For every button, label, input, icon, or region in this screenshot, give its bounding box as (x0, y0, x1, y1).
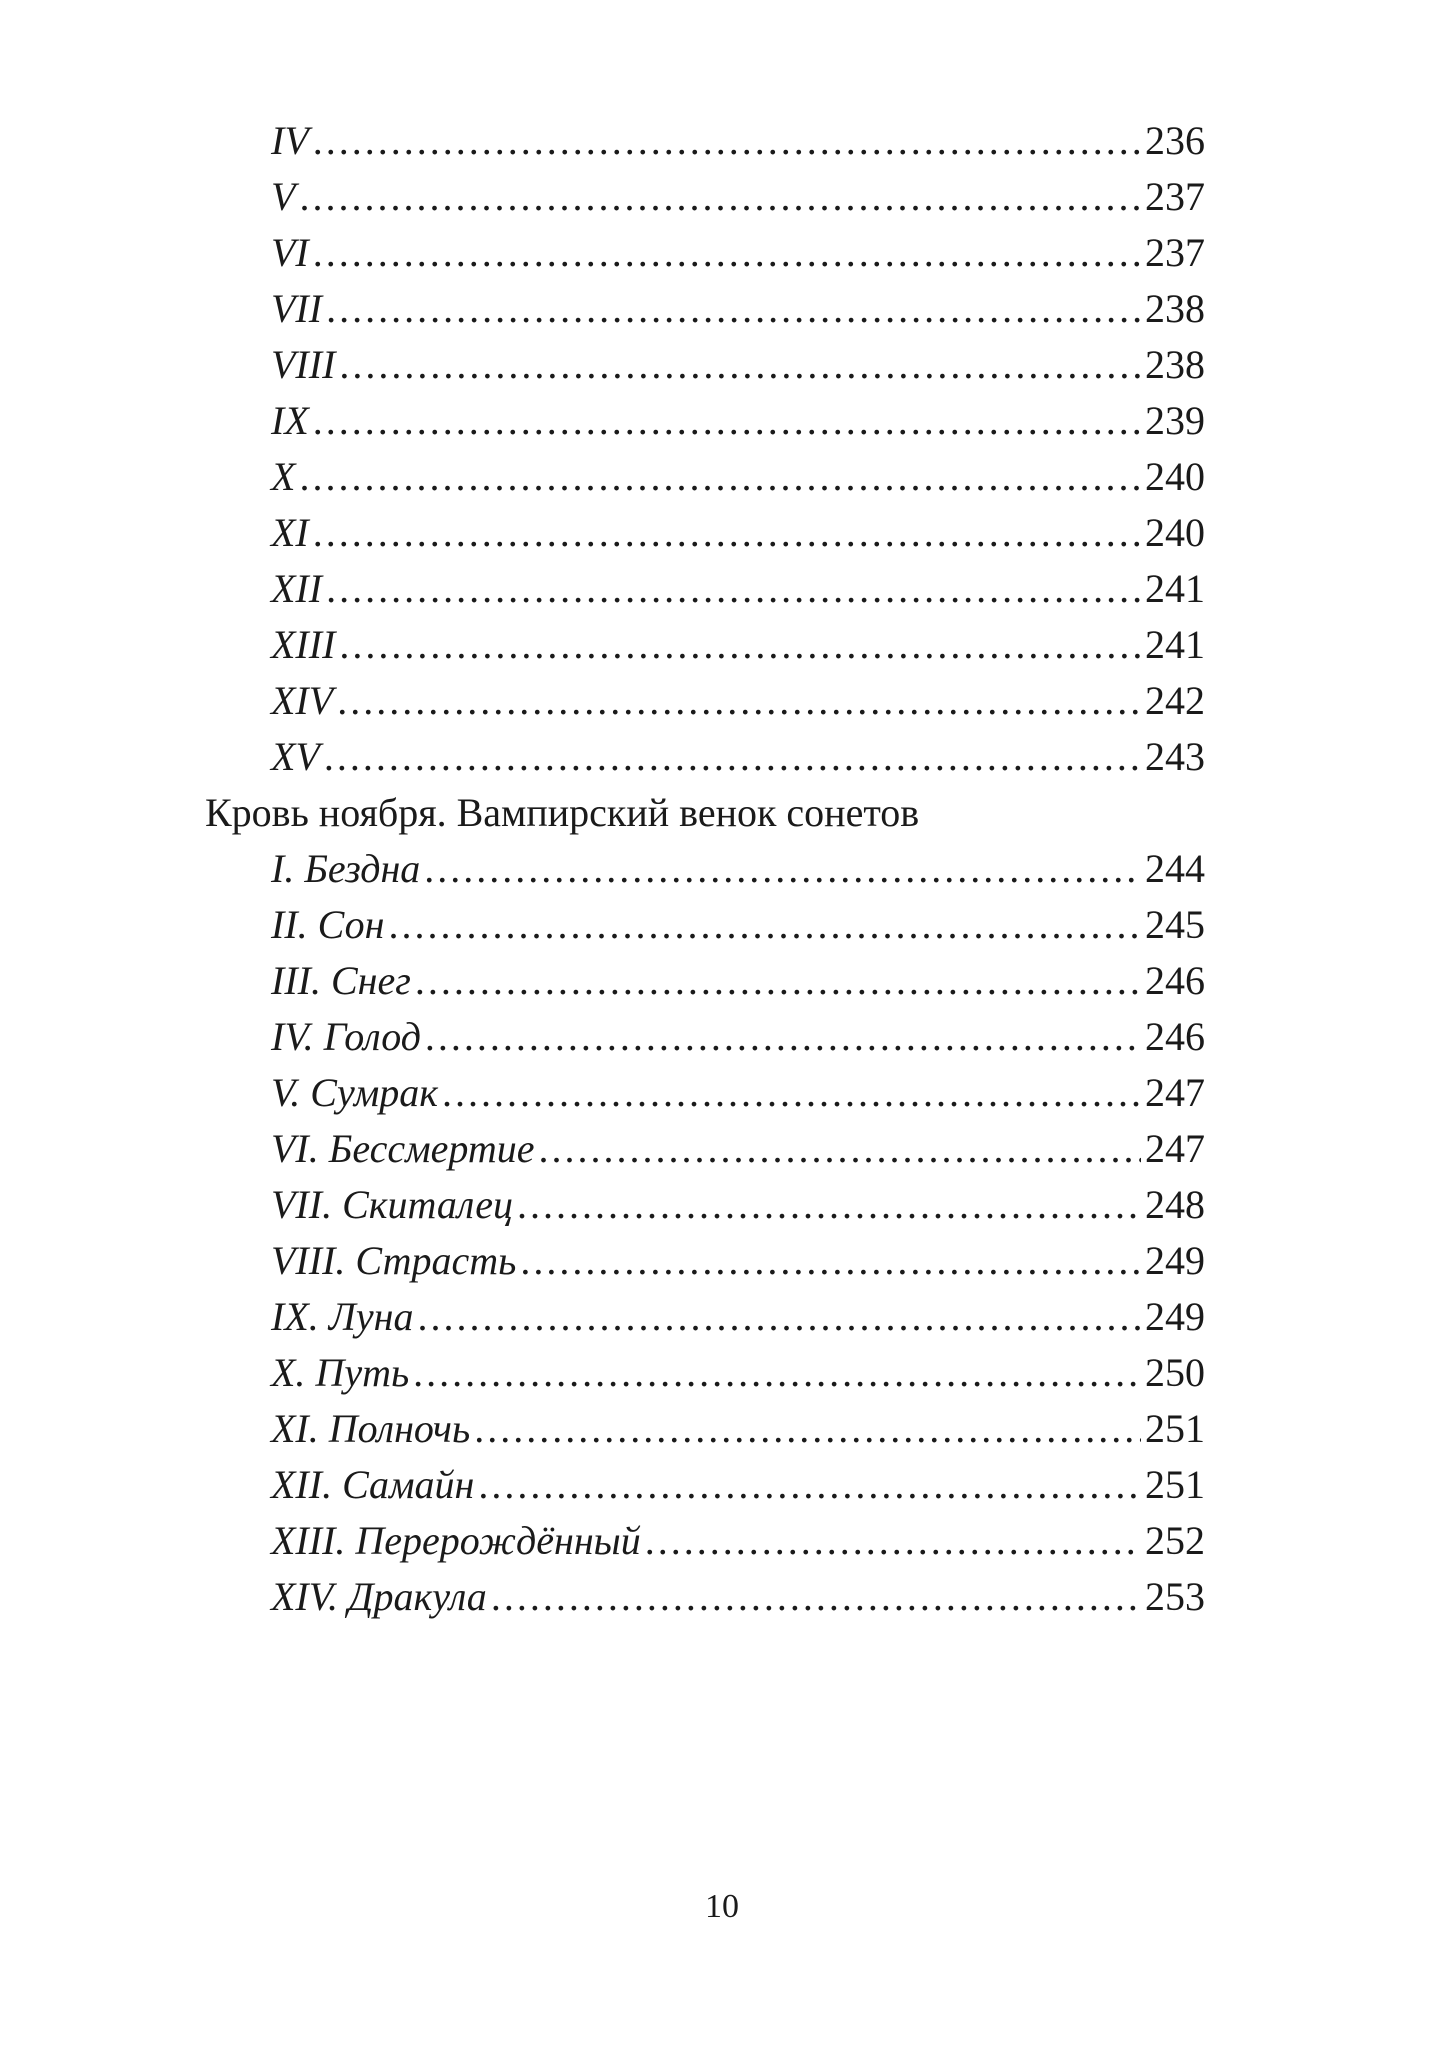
toc-entry (271, 1121, 1205, 1177)
toc-entry-page: 247 (1145, 1070, 1205, 1115)
toc-entry-title: VIII (271, 342, 336, 387)
toc-entry-page: 244 (1145, 846, 1205, 891)
toc-entry (271, 953, 1205, 1009)
toc-entry-title: III. Снег (271, 958, 411, 1003)
dot-leader (313, 505, 1141, 561)
toc-entry-page: 246 (1145, 1014, 1205, 1059)
dot-leader (442, 1065, 1141, 1121)
toc-entry-page: 247 (1145, 1126, 1205, 1171)
toc-entry-title: XIII (271, 622, 336, 667)
dot-leader (313, 113, 1141, 169)
dot-leader (313, 393, 1141, 449)
dot-leader (520, 1233, 1141, 1289)
toc-entry-title: IX (271, 398, 309, 443)
toc-entry-title: XI. Полночь (271, 1406, 471, 1451)
dot-leader (417, 1289, 1141, 1345)
dot-leader (299, 169, 1141, 225)
toc-section-title: Кровь ноября. Вампирский венок сонетов (205, 790, 920, 835)
toc-entry (271, 169, 1205, 225)
dot-leader (538, 1121, 1141, 1177)
toc-entry (271, 113, 1205, 169)
dot-leader (339, 617, 1141, 673)
toc-entry (271, 1345, 1205, 1401)
toc-entry-page: 246 (1145, 958, 1205, 1003)
toc-entry-title: X (271, 454, 296, 499)
toc-entry-page: 238 (1145, 342, 1205, 387)
toc-entry (271, 1401, 1205, 1457)
toc-entry-title: VI (271, 230, 309, 275)
toc-entry-page: 240 (1145, 510, 1205, 555)
toc-entry (271, 1289, 1205, 1345)
dot-leader (339, 337, 1141, 393)
toc-entry-title: II. Сон (271, 902, 385, 947)
toc-entry (271, 449, 1205, 505)
toc-entry-page: 237 (1145, 230, 1205, 275)
toc-entry (271, 393, 1205, 449)
toc-entry (271, 1457, 1205, 1513)
dot-leader (326, 281, 1141, 337)
toc-entry-page: 241 (1145, 622, 1205, 667)
dot-leader (474, 1401, 1141, 1457)
toc-entry (271, 1569, 1205, 1625)
toc-entry-title: VII. Скиталец (271, 1182, 514, 1227)
dot-leader (299, 449, 1141, 505)
toc-entry-title: XIV. Дракула (271, 1574, 487, 1619)
dot-leader (645, 1513, 1141, 1569)
toc-entry-title: XIII. Перерождённый (271, 1518, 641, 1563)
toc-entry-page: 241 (1145, 566, 1205, 611)
toc-entry-page: 236 (1145, 118, 1205, 163)
toc-entry-title: VII (271, 286, 323, 331)
toc-entry-page: 252 (1145, 1518, 1205, 1563)
toc-entry-page: 242 (1145, 678, 1205, 723)
toc-entry (271, 729, 1205, 785)
dot-leader (337, 673, 1141, 729)
toc-entry-page: 250 (1145, 1350, 1205, 1395)
toc-entry-title: XII. Самайн (271, 1462, 475, 1507)
toc-entry-page: 239 (1145, 398, 1205, 443)
dot-leader (424, 841, 1141, 897)
dot-leader (326, 561, 1141, 617)
page-number: 10 (705, 1888, 739, 1925)
dot-leader (415, 953, 1141, 1009)
toc-entry-page: 243 (1145, 734, 1205, 779)
toc-entry (271, 1177, 1205, 1233)
toc-entry-page: 237 (1145, 174, 1205, 219)
toc-entry-title: XIV (271, 678, 334, 723)
dot-leader (425, 1009, 1141, 1065)
toc-entry-page: 251 (1145, 1462, 1205, 1507)
toc-entry (271, 1513, 1205, 1569)
toc-entry (271, 225, 1205, 281)
toc-entry-title: V (271, 174, 296, 219)
dot-leader (324, 729, 1141, 785)
toc-entry (271, 673, 1205, 729)
toc-entry-page: 251 (1145, 1406, 1205, 1451)
toc-entry-page: 248 (1145, 1182, 1205, 1227)
toc-entry (271, 1009, 1205, 1065)
toc-entry-title: X. Путь (271, 1350, 410, 1395)
table-of-contents (205, 113, 1205, 1625)
dot-leader (491, 1569, 1141, 1625)
dot-leader (313, 225, 1141, 281)
toc-entry-page: 253 (1145, 1574, 1205, 1619)
toc-entry-title: I. Бездна (271, 846, 421, 891)
toc-entry-page: 249 (1145, 1294, 1205, 1339)
toc-entry-title: IX. Луна (271, 1294, 414, 1339)
dot-leader (388, 897, 1141, 953)
toc-entry (271, 505, 1205, 561)
toc-entry-title: IV. Голод (271, 1014, 421, 1059)
toc-entry (271, 1065, 1205, 1121)
toc-entry (271, 561, 1205, 617)
toc-entry (271, 617, 1205, 673)
toc-entry-title: XI (271, 510, 309, 555)
toc-entry (271, 281, 1205, 337)
dot-leader (413, 1345, 1141, 1401)
toc-entry-title: XV (271, 734, 320, 779)
toc-entry-page: 249 (1145, 1238, 1205, 1283)
toc-entry-title: IV (271, 118, 309, 163)
toc-entry-title: VIII. Страсть (271, 1238, 517, 1283)
toc-entry (271, 1233, 1205, 1289)
toc-entry-page: 240 (1145, 454, 1205, 499)
toc-entry (271, 897, 1205, 953)
dot-leader (478, 1457, 1141, 1513)
toc-entry-page: 245 (1145, 902, 1205, 947)
toc-entry-title: VI. Бессмертие (271, 1126, 535, 1171)
toc-entry-title: V. Сумрак (271, 1070, 438, 1115)
toc-entry-page: 238 (1145, 286, 1205, 331)
dot-leader (517, 1177, 1141, 1233)
toc-entry (271, 337, 1205, 393)
toc-entry-title: XII (271, 566, 323, 611)
toc-entry (271, 841, 1205, 897)
